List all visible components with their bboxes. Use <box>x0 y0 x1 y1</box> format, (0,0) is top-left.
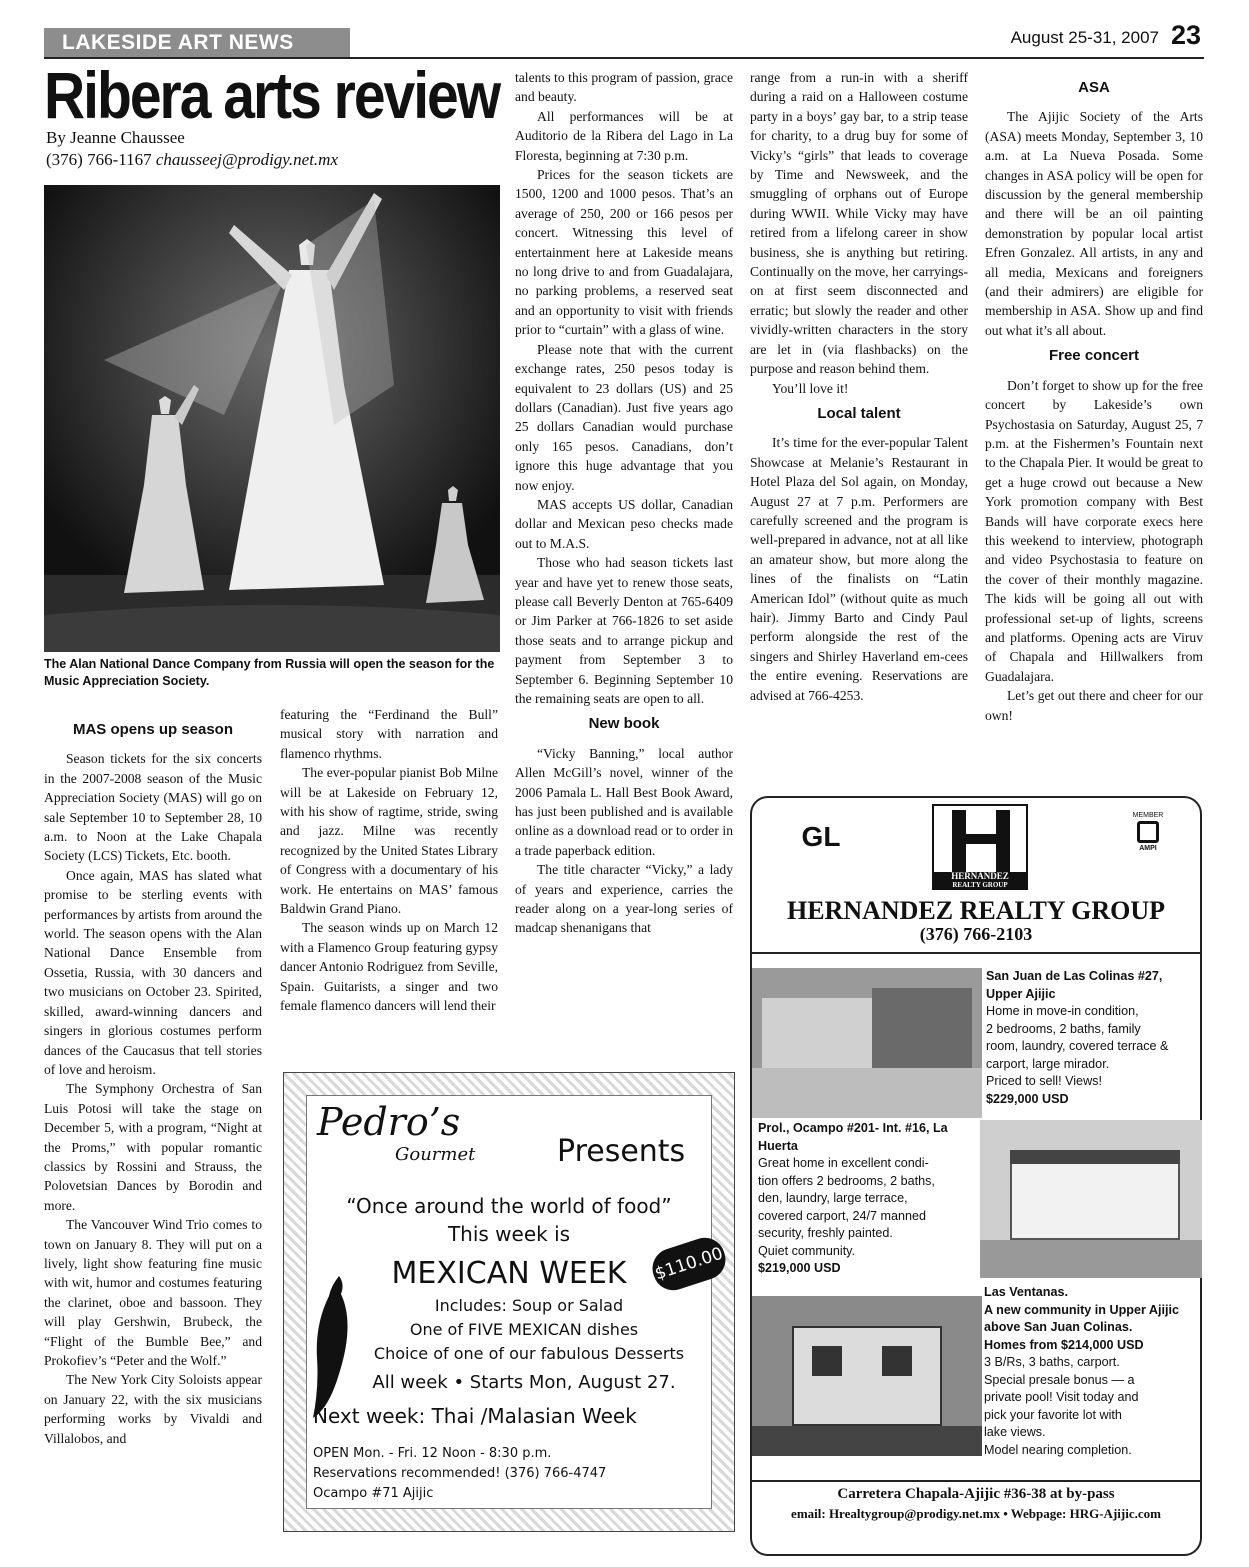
listing-3 <box>984 1284 1198 1459</box>
page-number: 23 <box>1170 20 1201 50</box>
paragraph: The title character “Vicky,” a lady of years and experience, carries the reader along on a year-long series of madcap shenanigans that <box>515 862 733 936</box>
listing-line: covered carport, 24/7 manned <box>758 1208 927 1223</box>
paragraph: The ever-popular pianist Bob Milne will be at Lakeside on February 12, with his show of ragtime, stride, swing and jazz. Milne was recently recognized by the United States Library of Congress with a documentary of his work. He entertains on MAS’ famous Baldwin Grand Piano. <box>280 765 498 917</box>
paragraph: The New York City Soloists appear on January 22, with the six musicians performing works by Vivaldi and Villalobos, and <box>44 1372 262 1446</box>
pedro-next-week: Next week: Thai /Malasian Week <box>313 1404 637 1428</box>
listing-line: carport, large mirador. <box>986 1056 1110 1071</box>
column-3 <box>515 68 733 938</box>
listing-photo-1 <box>752 968 982 1118</box>
realty-name: HERNANDEZ REALTY GROUP <box>786 896 1165 925</box>
listing-line: tion offers 2 bedrooms, 2 baths, <box>758 1173 935 1188</box>
listing-photo-2 <box>980 1120 1202 1278</box>
pedro-brand-sub: Gourmet <box>395 1144 476 1165</box>
ampi-icon <box>1137 821 1159 843</box>
paragraph: featuring the “Ferdinand the Bull” musical story with narration and flamenco rhythms. <box>280 707 498 761</box>
listing-2 <box>758 1120 976 1278</box>
member-org: AMPI <box>1139 845 1157 852</box>
listing-price: $229,000 USD <box>986 1091 1069 1106</box>
pedro-starts: All week • Starts Mon, August 27. <box>372 1372 676 1393</box>
pedro-includes: Includes: Soup or Salad <box>434 1296 624 1315</box>
pedro-theme: MEXICAN WEEK <box>391 1256 627 1291</box>
listing-line: room, laundry, covered terrace & <box>986 1039 1169 1053</box>
column-4 <box>750 68 968 705</box>
pedro-presents: Presents <box>557 1134 686 1169</box>
paragraph: The Vancouver Wind Trio comes to town on January 8. They will put on a lively, light show featuring fine music with wit, humor and costumes featuring the clarinet, oboe and bassoon. They will play Gershwin, Brubeck, the “Flight of the Bumble Bee,” and Prokofiev’s “Peter and the Wolf.” <box>44 1217 262 1368</box>
section-title: LAKESIDE ART NEWS <box>62 31 294 54</box>
paragraph: All performances will be at Auditorio de la Ribera del Lago in La Floresta, beginning at 7:30 p.m. <box>515 108 733 163</box>
byline <box>46 127 338 171</box>
paragraph: Those who had season tickets last year and have yet to renew those seats, please call Beverly Denton at 765-6409 or Jim Parker at 766-1826 to set aside those seats and to arrange pickup and payment from September 3 to September 6. Beginning September 10 the remaining seats are open to all. <box>515 555 733 706</box>
paragraph: “Vicky Banning,” local author Allen McGill’s novel, winner of the 2006 Pamala L. Hall Best Book Award, has just been published and is available online as a download read or to order in a trade paperback edition. <box>515 745 733 858</box>
listing-title: Prol., Ocampo #201- Int. #16, La Huerta <box>758 1121 948 1153</box>
paragraph: range from a run-in with a sheriff during a raid on a Halloween costume party in a boys’ gay bar, to a strip tease for charity, to a drug buy for some of Vicky’s “girls” that leads to coverage by Time and Newsweek, and the smuggling of orphans out of Europe during WWII. While Vicky may have retired from a lifelong career in show business, she is anything but retiring. Continually on the move, her carryings-on at first seem disconnected and erratic; but slowly the reader and other vividly-written characters in the story are let in (via flashbacks) on the purpose and reason behind them. <box>750 70 968 377</box>
listing-line: 2 bedrooms, 2 baths, family <box>986 1021 1141 1036</box>
paragraph: Prices for the season tickets are 1500, 1200 and 1000 pesos. That’s an average of 250, 200 or 166 pesos per concert. Witnessing this level of entertainment here at Lakeside means no long drive to and from Guadalajara, no parking problems, a reserved seat and an opportunity to visit with friends prior to “curtain” with a glass of wine. <box>515 167 733 338</box>
member-label: MEMBER <box>1132 812 1164 819</box>
chili-pepper-icon <box>309 1272 357 1422</box>
column-5 <box>985 72 1203 725</box>
pedro-dish: One of FIVE MEXICAN dishes <box>409 1320 639 1339</box>
paragraph: Season tickets for the six concerts in the 2007-2008 season of the Music Appreciation Society (MAS) will go on sale September 10 to September 28, 10 a.m. to Noon at the Lake Chapala Society (LCS) Tickets, Etc. booth. <box>44 751 262 864</box>
pedro-this-week: This week is <box>447 1222 571 1246</box>
pedro-address: Ocampo #71 Ajijic <box>313 1486 434 1501</box>
listing-line: Special presale bonus — a <box>984 1372 1135 1387</box>
paragraph: The season winds up on March 12 with a Flamenco Group featuring gypsy dancer Antonio Rodriguez from Seville, Spain. Guitarists, a singer and two female flamenco dancers will lend their <box>280 920 498 1014</box>
listing-price: $219,000 USD <box>758 1261 841 1275</box>
divider <box>752 1480 1200 1482</box>
logo-h-sub: REALTY GROUP <box>952 881 1008 889</box>
heading-new-book: New book <box>588 715 660 733</box>
realty-phone: (376) 766-2103 <box>919 924 1033 944</box>
pedros-gourmet-ad <box>283 1072 735 1532</box>
author-phone: (376) 766-1167 <box>46 150 152 169</box>
listing-title: San Juan de Las Colinas #27, Upper Ajijic <box>986 969 1163 1001</box>
author-email: chausseej@prodigy.net.mx <box>155 150 338 169</box>
logo-h-label: HERNANDEZ <box>951 871 1009 881</box>
ad-panel <box>306 1095 712 1509</box>
paragraph: The Symphony Orchestra of San Luis Potosi will take the stage on December 5, with a program, “Night at the Proms,” with popular romantic classics by Rossini and Strauss, the Polovetsian Dances by Borodin and more. <box>44 1081 262 1213</box>
listing-line: above San Juan Colinas. <box>984 1320 1133 1334</box>
price-badge: $110.00 <box>647 1233 730 1296</box>
listing-title: Las Ventanas. <box>984 1285 1068 1299</box>
paragraph: MAS accepts US dollar, Canadian dollar and Mexican peso checks made out to M.A.S. <box>515 496 733 551</box>
paragraph: Let’s get out there and cheer for our own! <box>985 688 1203 723</box>
paragraph: You’ll love it! <box>772 380 849 396</box>
photo-caption: The Alan National Dance Company from Russia will open the season for the Music Appreciation Society. <box>44 657 495 688</box>
paragraph: Don’t forget to show up for the free concert by Lakeside’s own Psychostasia on Saturday, August 25, 7 p.m. at the Fishermen’s Fountain next to the Chapala Pier. It would be great to get a huge crowd out because a New York promotion company with Best Bands will have corporate execs here this weekend to interview, photograph and video Psychostasia to feature on the cover of their monthly magazine. The kids will be going all out with professional set-up of lights, screens and platforms. Opening acts are Viruv of Chapala and Hillwalkers from Guadalajara. <box>985 377 1203 684</box>
paragraph: talents to this program of passion, grace and beauty. <box>515 70 733 105</box>
paragraph: It’s time for the ever-popular Talent Showcase at Melanie’s Restaurant in Hotel Plaza del Sol again, on Monday, August 27 at 7 p.m. Performers are carefully screened and the program is well-prepared in advance, not at all like an amateur show, but more along the lines of the finalists on “Latin American Idol” (without quite as much hair). Jimmy Barto and Cindy Paul perform alongside the rest of the singers and Shirley Haverland em-cees the entire evening. Reservations are advised at 766-4253. <box>750 435 968 703</box>
paragraph: Please note that with the current exchange rates, 250 pesos today is equivalent to 23 dollars (US) and 25 dollars (Canadian). Just five years ago 25 dollars Canadian would purchase only 165 pesos. Canadians, don’t ignore this huge advantage that you now enjoy. <box>515 341 733 493</box>
column-2 <box>280 705 498 1016</box>
listing-photo-3 <box>752 1296 982 1456</box>
listing-line: lake views. <box>984 1425 1046 1439</box>
paragraph: Once again, MAS has slated what promise to be sterling events with performances by artists from around the world. The season opens with the Alan National Dance Ensemble from Ossetia, Russia, with 30 dancers and two musicians on October 23. Spirited, skilled, award-winning dancers and singers in glorious costumes perform dances of the Caucasus that tell stories of love and heroism. <box>44 867 262 1077</box>
paragraph: The Ajijic Society of the Arts (ASA) meets Monday, September 3, 10 a.m. at La Nueva Posada. Some changes in ASA policy will be open for discussion by the general membership and there will be an oil painting demonstration by popular local artist Efren Gonzalez. All artists, in any and all media, Mexicans and foreigners (and their admirers) are eligible for membership in ASA. Show up and find out what it’s all about. <box>985 109 1203 338</box>
dance-photo <box>44 185 500 652</box>
heading-mas: MAS opens up season <box>72 721 234 738</box>
listing-line: 3 B/Rs, 3 baths, carport. <box>984 1355 1120 1369</box>
listing-line: Priced to sell! Views! <box>986 1074 1102 1088</box>
column-1 <box>44 714 262 1448</box>
listing-line: Model nearing completion. <box>984 1442 1132 1457</box>
listing-1 <box>986 968 1196 1108</box>
pedro-tagline: “Once around the world of food” <box>346 1194 672 1218</box>
gl-logo: GL <box>801 821 841 852</box>
section-banner <box>44 28 350 58</box>
divider <box>752 952 1200 954</box>
heading-free-concert: Free concert <box>1048 347 1140 365</box>
pedro-hours: OPEN Mon. - Fri. 12 Noon - 8:30 p.m. <box>313 1446 552 1461</box>
listing-line: Quiet community. <box>758 1243 856 1258</box>
listing-line: Homes from $214,000 USD <box>984 1337 1144 1352</box>
pedro-brand: Pedro’s <box>317 1100 461 1144</box>
realty-address: Carretera Chapala-Ajijic #36-38 at by-pass <box>837 1486 1115 1502</box>
heading-local-talent: Local talent <box>817 404 901 422</box>
pedro-reservations: Reservations recommended! (376) 766-4747 <box>313 1466 607 1481</box>
heading-asa: ASA <box>1078 79 1110 96</box>
listing-line: Home in move-in condition, <box>986 1004 1139 1018</box>
author: By Jeanne Chaussee <box>46 128 185 147</box>
hernandez-logo <box>932 804 1028 890</box>
realty-contact: email: Hrealtygroup@prodigy.net.mx • Webpage: HRG-Ajijic.com <box>791 1506 1161 1521</box>
listing-line: private pool! Visit today and <box>984 1390 1139 1404</box>
pedro-dessert: Choice of one of our fabulous Desserts <box>373 1344 685 1363</box>
ampi-member-badge <box>1130 812 1166 856</box>
listing-line: pick your favorite lot with <box>984 1407 1122 1422</box>
article-headline: Ribera arts review <box>44 59 500 133</box>
hernandez-realty-ad <box>750 796 1202 1556</box>
issue-date: August 25-31, 2007 <box>1010 28 1159 47</box>
listing-line: den, laundry, large terrace, <box>758 1191 908 1205</box>
listing-line: Great home in excellent condi- <box>758 1156 929 1170</box>
listing-line: A new community in Upper Ajijic <box>984 1302 1179 1317</box>
listing-line: security, freshly painted. <box>758 1226 893 1240</box>
